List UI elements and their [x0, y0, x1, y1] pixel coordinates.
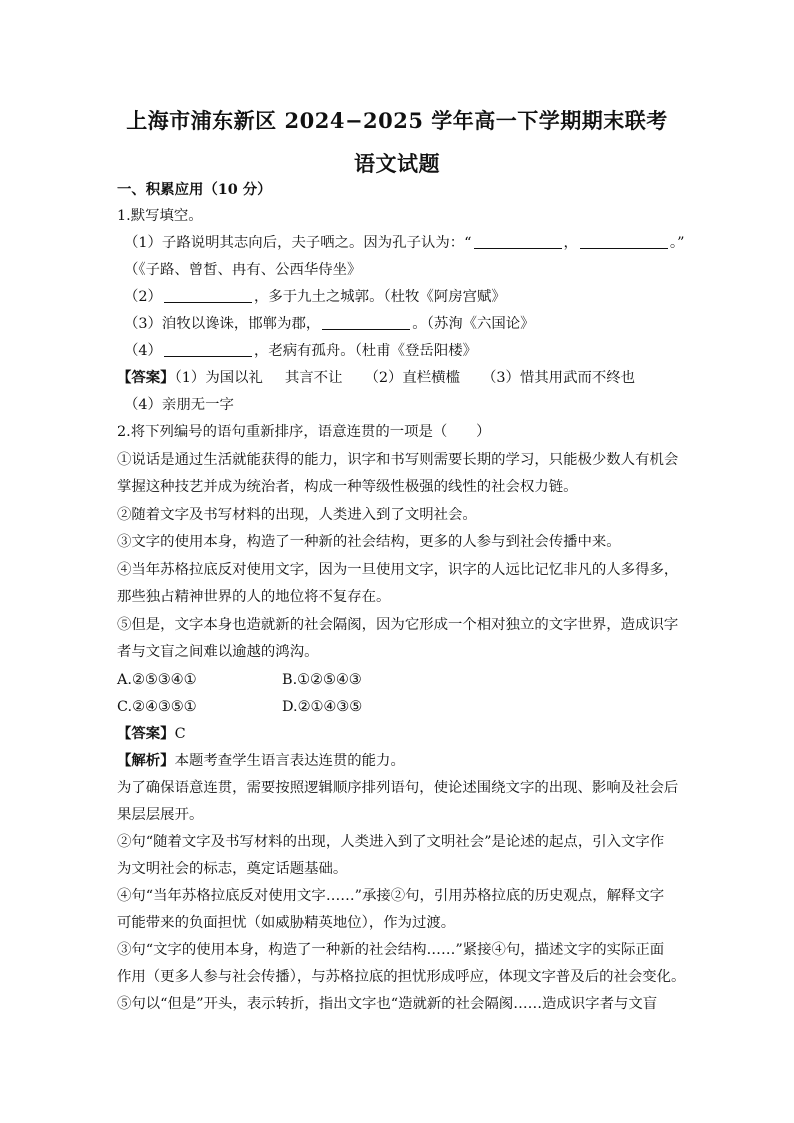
- option-d: D.②①④③⑤: [282, 699, 363, 715]
- fill-blank: [322, 315, 410, 330]
- question-1-stem: 1.默写填空。: [117, 208, 203, 224]
- analysis-para-4: ③句“文字的使用本身，构造了一种新的社会结构……”紧接④句，描述文字的实际正面: [117, 942, 665, 958]
- page-subtitle: 语文试题: [354, 151, 440, 176]
- sentence-1: ①说话是通过生活就能获得的能力，识字和书写则需要长期的学习，只能极少数人有机会: [117, 452, 679, 468]
- option-b: B.①②⑤④③: [282, 672, 362, 688]
- question-2-analysis: [117, 751, 405, 771]
- question-1-item-4: [124, 341, 477, 361]
- option-c: C.②④③⑤①: [117, 699, 197, 715]
- sentence-1-cont: 掌握这种技艺并成为统治者，构成一种等级性极强的线性的社会权力链。: [117, 479, 578, 495]
- fill-blank: [580, 234, 668, 249]
- item-text: ，多于九土之城郭。（杜牧《阿房宫赋》: [253, 289, 506, 305]
- analysis-para-2-cont: 为文明社会的标志，奠定话题基础。: [117, 861, 348, 877]
- sentence-3: ③文字的使用本身，构造了一种新的社会结构，更多的人参与到社会传播中来。: [117, 534, 621, 550]
- item-text: ，: [563, 235, 578, 251]
- item-text: （4）: [124, 343, 162, 359]
- fill-blank: [164, 288, 252, 303]
- item-text: （3）洎牧以谗诛，邯郸为郡，: [124, 316, 321, 332]
- analysis-para-4-cont: 作用（更多人参与社会传播），与苏格拉底的担忧形成呼应，体现文字普及后的社会变化。: [117, 969, 686, 985]
- analysis-para-5: ⑤句以“但是”开头，表示转折，指出文字也“造就新的社会隔阂……造成识字者与文盲: [117, 996, 658, 1012]
- item-text: （2）: [124, 289, 162, 305]
- question-2-stem: 2.将下列编号的语句重新排序，语意连贯的一项是（ ）: [117, 424, 491, 440]
- item-text: 。”: [669, 235, 685, 251]
- answer-text: 其言不让: [284, 370, 343, 386]
- sentence-2: ②随着文字及书写材料的出现，人类进入到了文明社会。: [117, 507, 477, 523]
- item-text: ，老病有孤舟。（杜甫《登岳阳楼》: [253, 343, 477, 359]
- fill-blank: [474, 234, 562, 249]
- question-1-item-3: [124, 314, 535, 334]
- question-1-item-2: [124, 287, 506, 307]
- answer-tag: 【答案】: [117, 369, 175, 386]
- question-1-answer: [117, 368, 635, 388]
- question-1-item-1-source: （《子路、曾皙、冉有、公西华侍坐》: [124, 262, 362, 278]
- sentence-4: ④当年苏格拉底反对使用文字，因为一旦使用文字，识字的人远比记忆非凡的人多得多，: [117, 562, 679, 578]
- analysis-para-1: 为了确保语意连贯，需要按照逻辑顺序排列语句，使论述围绕文字的出现、影响及社会后: [117, 780, 679, 796]
- question-2-answer: [117, 724, 186, 744]
- analysis-para-3-cont: 可能带来的负面担忧（如威胁精英地位），作为过渡。: [117, 915, 456, 931]
- answer-text: （3）惜其用武而不终也: [481, 370, 636, 386]
- fill-blank: [164, 342, 252, 357]
- answer-tag: 【答案】: [117, 725, 175, 742]
- page-title: 上海市浦东新区 2024−2025 学年高一下学期期末联考: [126, 108, 668, 133]
- analysis-text: 本题考查学生语言表达连贯的能力。: [174, 753, 405, 769]
- answer-text: （2）直栏横槛: [364, 370, 460, 386]
- question-1-answer-cont: （4）亲朋无一字: [124, 397, 234, 413]
- section-heading: 一、积累应用（10 分）: [117, 181, 272, 198]
- sentence-5: ⑤但是，文字本身也造就新的社会隔阂，因为它形成一个相对独立的文字世界，造成识字: [117, 617, 679, 633]
- analysis-tag: 【解析】: [117, 752, 175, 769]
- item-text: （1）子路说明其志向后，夫子哂之。因为孔子认为：“: [124, 235, 472, 251]
- option-a: A.②⑤③④①: [117, 672, 197, 688]
- question-1-item-1: [124, 233, 684, 253]
- analysis-para-2: ②句“随着文字及书写材料的出现，人类进入到了文明社会”是论述的起点，引入文字作: [117, 834, 665, 850]
- answer-text: （1）为国以礼: [174, 370, 263, 386]
- answer-text: C: [174, 726, 186, 742]
- item-text: 。（苏洵《六国论》: [412, 316, 535, 332]
- sentence-4-cont: 那些独占精神世界的人的地位将不复存在。: [117, 589, 391, 605]
- sentence-5-cont: 者与文盲之间难以逾越的鸿沟。: [117, 644, 319, 660]
- analysis-para-3: ④句“当年苏格拉底反对使用文字……”承接②句，引用苏格拉底的历史观点，解释文字: [117, 888, 665, 904]
- analysis-para-1-cont: 果层层展开。: [117, 807, 204, 823]
